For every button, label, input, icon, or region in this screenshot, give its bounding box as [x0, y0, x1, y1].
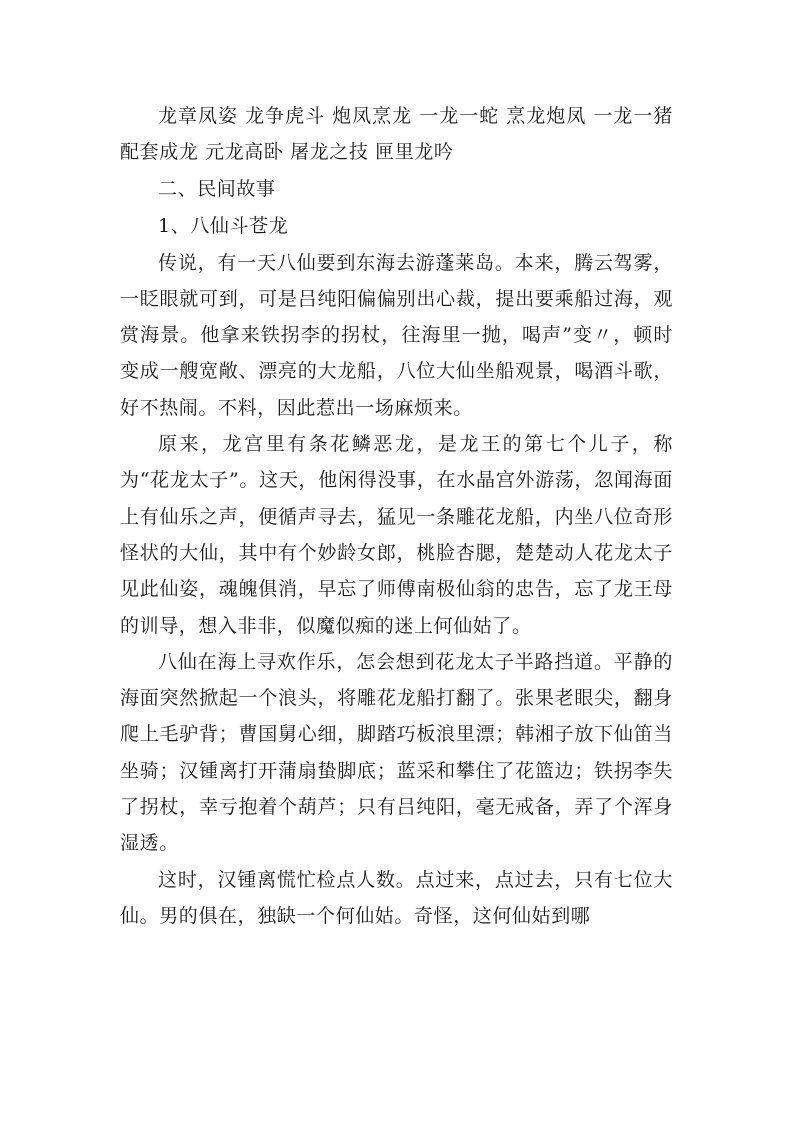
story-paragraph-1: 传说，有一天八仙要到东海去游蓬莱岛。本来，腾云驾雾，一眨眼就可到，可是吕纯阳偏偏别出心裁，提出要乘船过海，观赏海景。他拿来铁拐李的拐杖，往海里一抛，喝声”变〃，顿时变成一艘宽敞、漂亮的大龙船，八位大仙坐船观景，喝酒斗歌，好不热闹。不料，因此惹出一场麻烦来。: [120, 251, 673, 419]
document-page: [120, 98, 673, 934]
idiom-list: 龙章凤姿 龙争虎斗 炮凤烹龙 一龙一蛇 烹龙炮凤 一龙一猪 配套成龙 元龙高卧 屠龙之技 匣里龙吟: [120, 105, 673, 164]
story-title: 1、八仙斗苍龙: [158, 214, 289, 237]
story-paragraph-2: 原来，龙宫里有条花鳞恶龙，是龙王的第七个儿子，称为“花龙太子”。这天，他闲得没事，在水晶宫外游荡，忽闻海面上有仙乐之声，便循声寻去，猛见一条雕花龙船，内坐八位奇形怪状的大仙，其中有个妙龄女郎，桃脸杏腮，楚楚动人花龙太子见此仙姿，魂魄俱消，早忘了师傅南极仙翁的忠告，忘了龙王母的训导，想入非非，似魔似痴的迷上何仙姑了。: [120, 433, 673, 637]
section-heading: 二、民间故事: [158, 177, 276, 200]
story-paragraph-4: 这时，汉锺离慌忙检点人数。点过来，点过去，只有七位大仙。男的俱在，独缺一个何仙姑。奇怪，这何仙姑到哪: [120, 868, 673, 927]
story-paragraph-3: 八仙在海上寻欢作乐，怎会想到花龙太子半路挡道。平静的海面突然掀起一个浪头，将雕花龙船打翻了。张果老眼尖，翻身爬上毛驴背；曹国舅心细，脚踏巧板浪里漂；韩湘子放下仙笛当坐骑；汉锺离打开蒲扇蛰脚底；蓝采和攀住了花篮边；铁拐李失了拐杖，幸亏抱着个葫芦；只有吕纯阳，毫无戒备，弄了个浑身湿透。: [120, 650, 673, 855]
